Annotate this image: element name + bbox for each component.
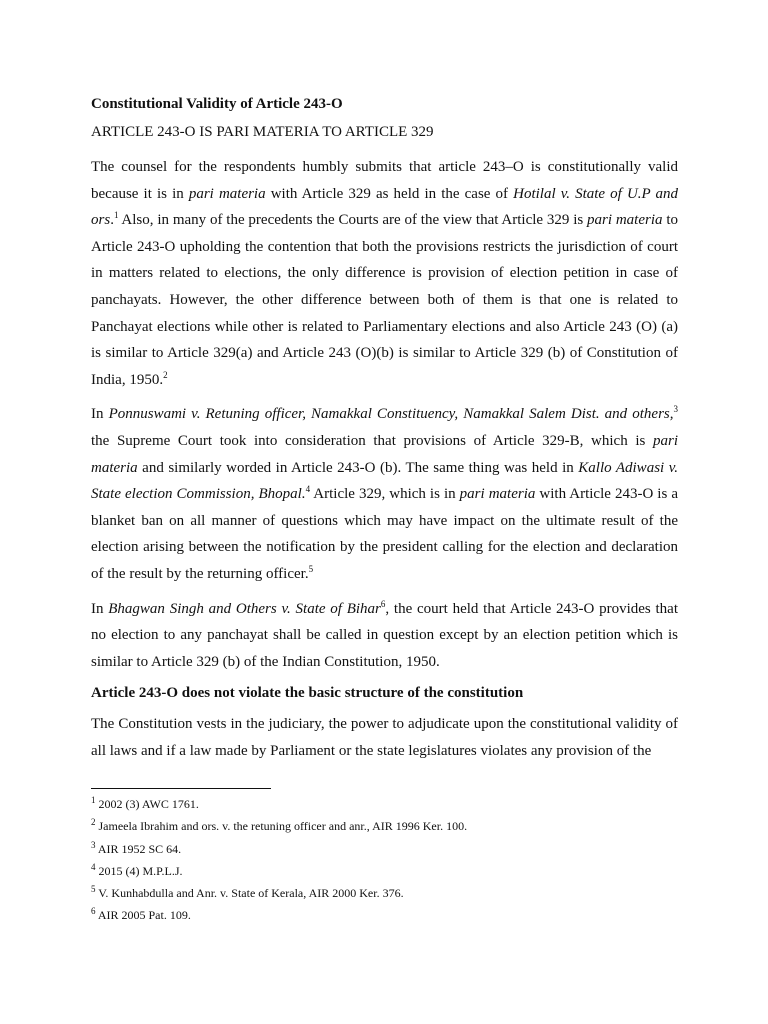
- document-title: Constitutional Validity of Article 243-O: [91, 96, 343, 112]
- paragraph-text: the Supreme Court took into consideration that provisions of Article 329-B, which is: [91, 432, 653, 449]
- footnote-ref: 2: [163, 369, 168, 380]
- footnote-text: Jameela Ibrahim and ors. v. the retuning officer and anr., AIR 1996 Ker. 100.: [95, 819, 468, 834]
- footnote-item: [91, 797, 678, 812]
- case-citation-italic: Hotilal v. State of U.P and ors: [91, 185, 679, 229]
- footnote-item: [91, 839, 678, 857]
- footnote-ref: 3: [673, 404, 679, 415]
- footnote-ref: 1: [113, 210, 119, 221]
- footnote-item: [91, 861, 678, 879]
- footnote-number: 6: [91, 906, 96, 917]
- footnote-text: V. Kunhabdulla and Anr. v. State of Kerala, AIR 2000 Ker. 376.: [95, 886, 404, 901]
- paragraph-text: .: [110, 212, 114, 229]
- footnote-number: 1: [91, 795, 96, 805]
- case-citation-italic: Kallo Adiwasi v. State election Commission, Bhopal.: [91, 459, 678, 503]
- footnote-number: 5: [91, 884, 96, 895]
- paragraph-1: [91, 154, 678, 393]
- paragraph-text: and similarly worded in Article 243-O (b). The same thing was held in: [137, 459, 579, 476]
- paragraph-text: Also, in many of the precedents the Courts are of the view that Article 329 is: [118, 212, 588, 229]
- paragraph-text: In: [91, 600, 109, 617]
- case-citation-italic: Ponnuswami v. Retuning officer, Namakkal Constituency, Namakkal Salem Dist. and others,: [108, 406, 674, 423]
- document-body: [91, 94, 678, 772]
- footnote-item: [91, 819, 678, 834]
- case-citation-italic: pari materia: [587, 212, 663, 229]
- paragraph-text: which is in: [385, 486, 460, 503]
- document-subtitle: ARTICLE 243-O IS PARI MATERIA TO ARTICLE 329: [91, 124, 434, 140]
- footnote-text: 2015 (4) M.P.L.J.: [95, 863, 183, 878]
- paragraph-2: [91, 401, 678, 587]
- case-citation-italic: ,: [381, 486, 386, 503]
- footnotes-section: [91, 788, 678, 931]
- paragraph-text: In: [91, 406, 109, 423]
- section-heading: Article 243-O does not violate the basic structure of the constitution: [91, 685, 524, 702]
- case-citation-italic: Bhagwan Singh and Others v. State of Bihar: [108, 600, 381, 617]
- footnote-text: 2002 (3) AWC 1761.: [95, 797, 199, 811]
- footnote-text: AIR 1952 SC 64.: [95, 841, 182, 856]
- paragraph-text: with Article 243-O is a blanket ban on all manner of questions which may have impact on the ultimate result of the election arising between the notification by the president calling for the election and declaration of the result by the returning officer.: [91, 486, 678, 582]
- paragraph-4: The Constitution vests in the judiciary, the power to adjudicate upon the constitutional validity of all laws and if a law made by Parliament or the state legislatures violates any provision of the: [91, 716, 678, 759]
- footnote-text: AIR 2005 Pat. 109.: [95, 908, 191, 923]
- footnote-ref: 4: [305, 484, 311, 495]
- footnote-ref: 5: [308, 563, 314, 574]
- footnote-number: 3: [91, 839, 96, 850]
- paragraph-3: [91, 596, 678, 676]
- paragraph-text: , the court held that Article 243-O provides that no election to any panchayat shall be called in question except by an election petition which is similar to Article 329 (b) of the Indian Constitution, 1950.: [91, 600, 678, 670]
- paragraph-text: Article 329: [310, 486, 382, 503]
- case-citation-italic: pari materia: [459, 486, 536, 503]
- paragraph-text: The counsel for the respondents humbly submits that article 243–O is constitutionally valid because it is in: [91, 159, 678, 202]
- paragraph-text: to Article 243-O upholding the contention that both the provisions restricts the jurisdiction of court in matters related to elections, the only difference is provision of election petition in case of panchayats. However, the other difference between both of them is that one is related to Panchayat elections while other is related to Parliamentary elections and also Article 243 (O) (a) is similar to Article 329(a) and Article 243 (O)(b) is similar to Article 329 (b) of Constitution of India, 1950.: [91, 212, 679, 388]
- footnote-item: [91, 886, 678, 901]
- footnote-divider: [91, 788, 271, 789]
- footnote-list: [91, 797, 678, 923]
- footnote-number: 4: [91, 861, 96, 872]
- footnote-ref: 6: [380, 598, 386, 609]
- case-citation-italic: pari materia: [188, 185, 266, 202]
- footnote-number: 2: [91, 817, 96, 828]
- paragraph-text: with Article 329 as held in the case of: [265, 185, 514, 202]
- case-citation-italic: pari materia: [91, 432, 678, 476]
- footnote-item: [91, 908, 678, 923]
